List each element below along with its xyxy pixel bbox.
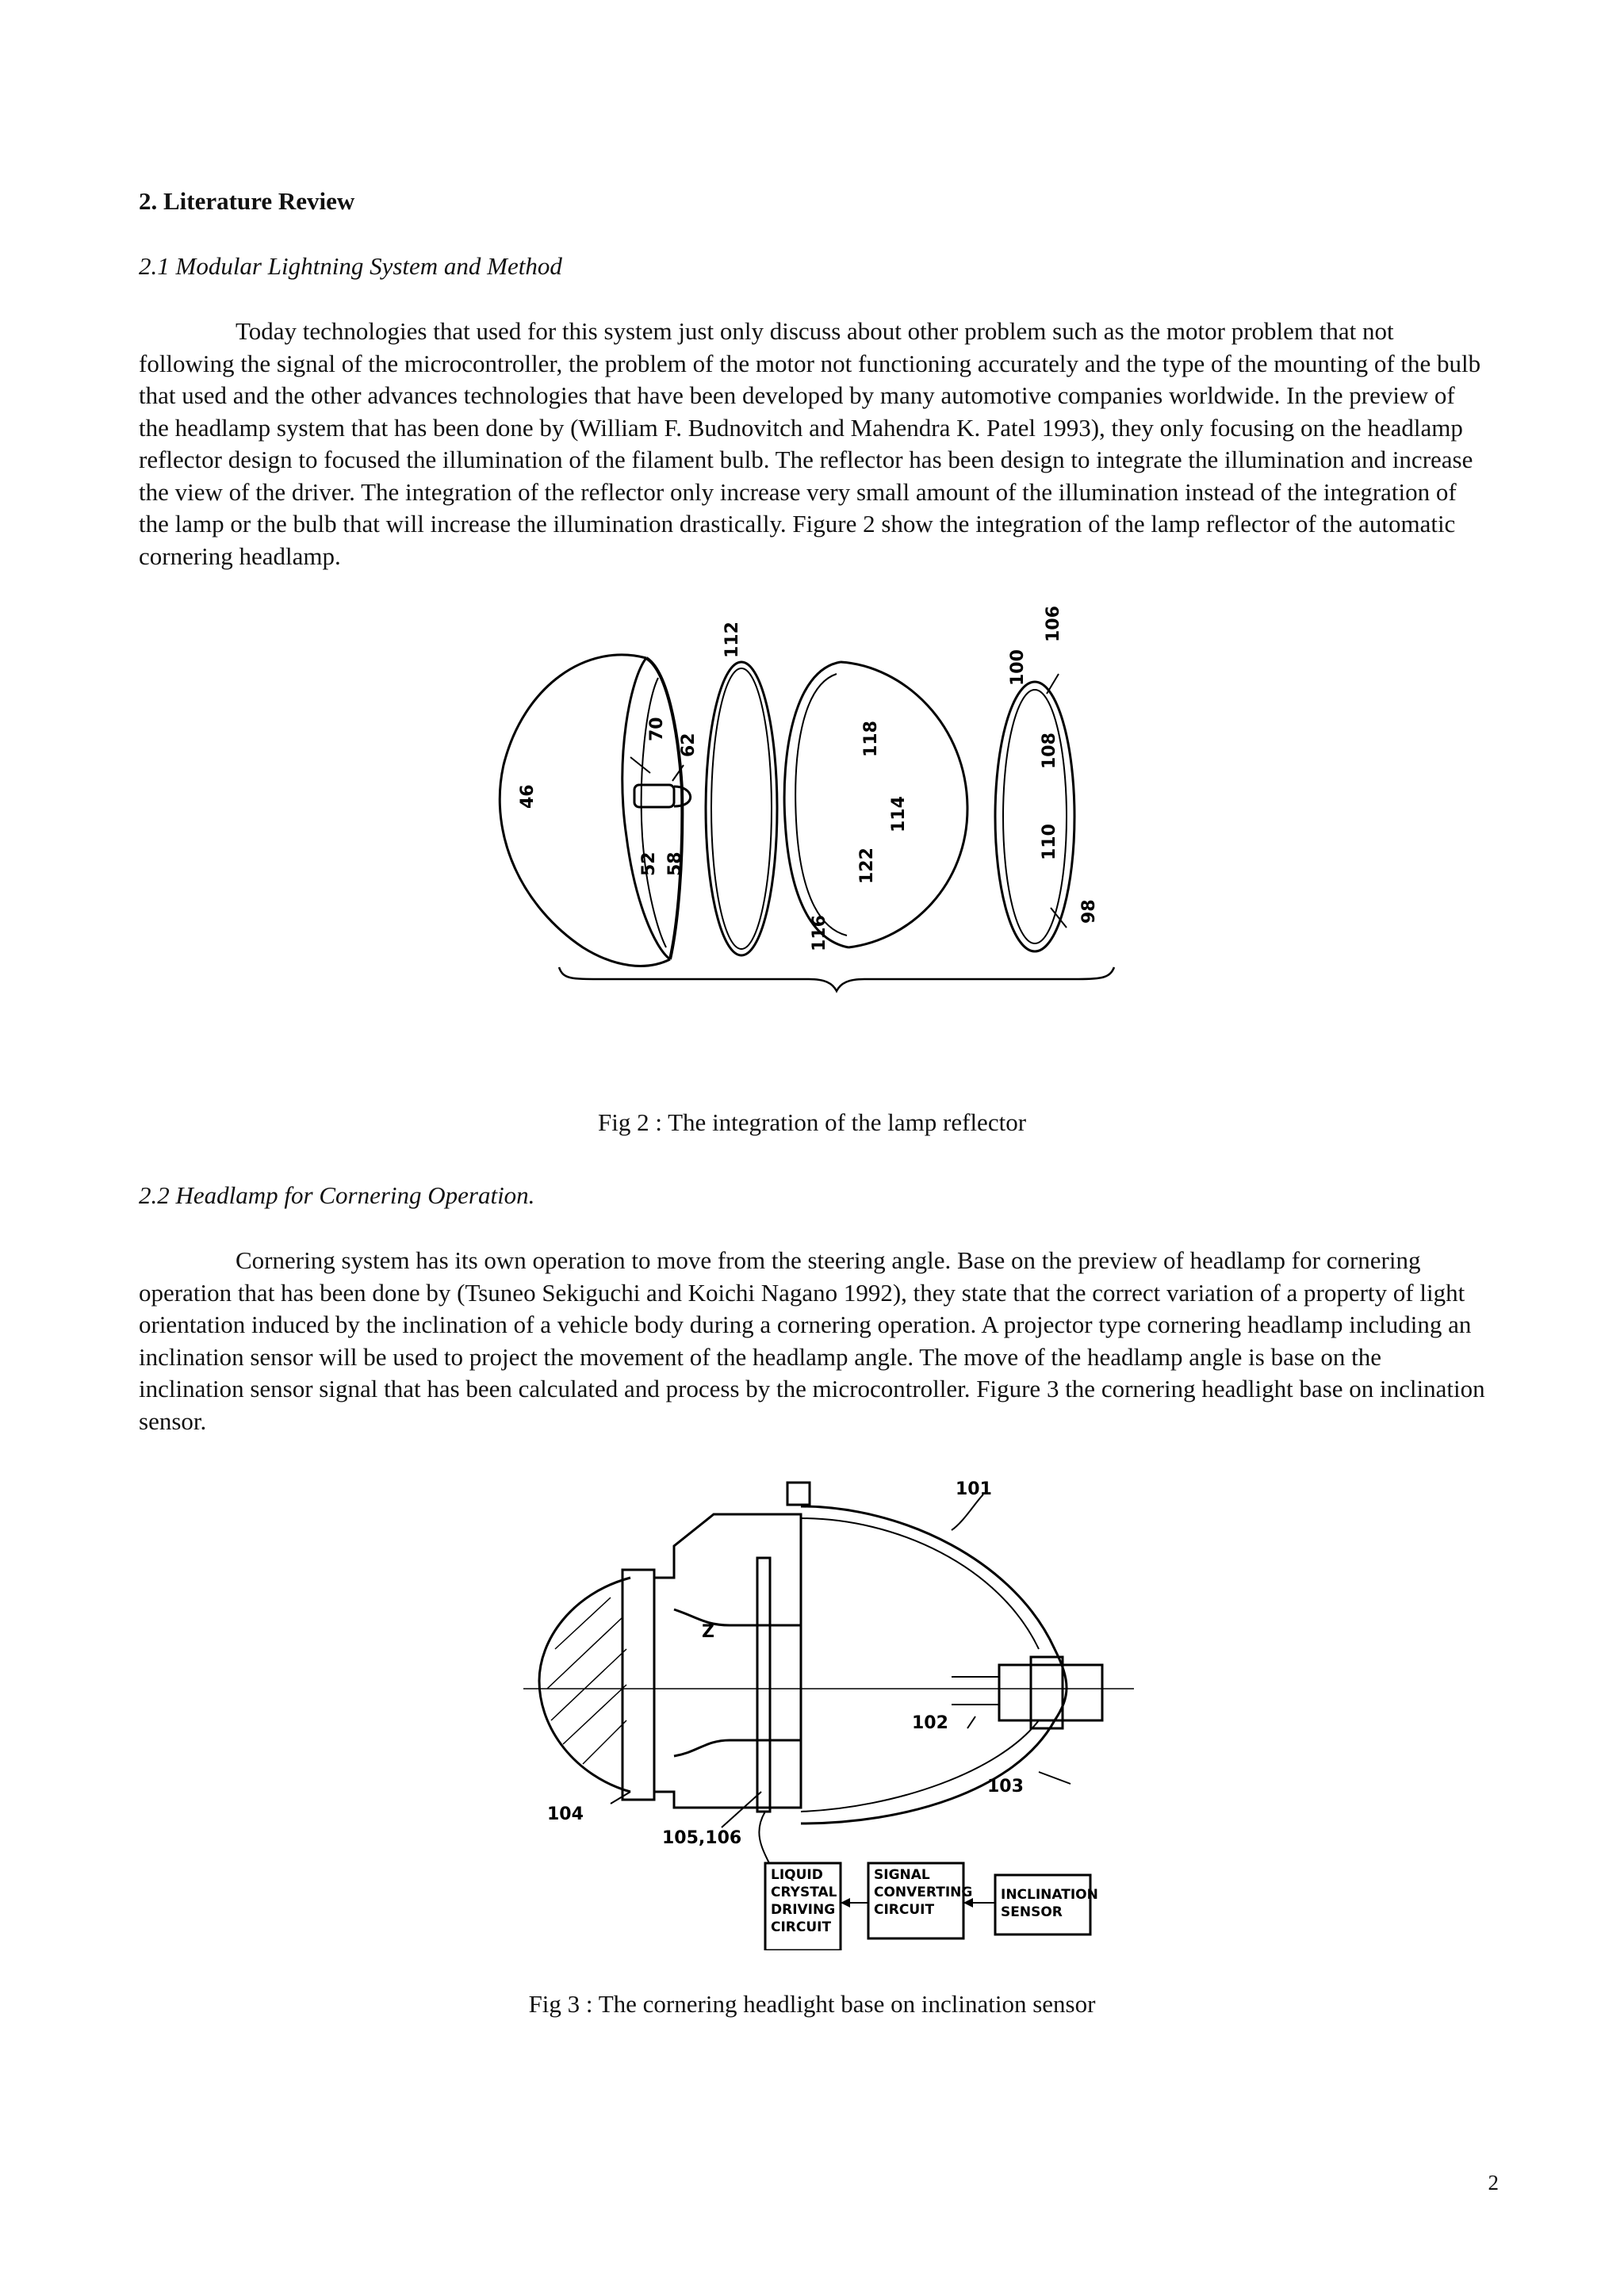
housing-front-rim — [646, 658, 682, 959]
label-98: 98 — [1079, 899, 1099, 924]
block-text-inclination: INCLINATION — [1001, 1887, 1098, 1903]
block-text-driving: DRIVING — [771, 1902, 836, 1918]
label-112: 112 — [722, 622, 742, 658]
label-102: 102 — [912, 1713, 948, 1733]
label-52: 52 — [639, 851, 659, 876]
label-62: 62 — [679, 733, 699, 757]
label-z: Z — [702, 1622, 714, 1642]
label-108: 108 — [1040, 733, 1059, 769]
paragraph-2-1: Today technologies that used for this system just only discuss about other problem such as the motor problem that not following the signal of the microcontroller, the problem of the motor not functioning accurately and the type of the mounting of the bulb that used and the other advances technologies that have been developed by many automotive companies worldwide. In the preview of the headlamp system that has been done by (William F. Budnovitch and Mahendra K. Patel 1993), they only focusing on the headlamp reflector design to focused the illumination of the filament bulb. The reflector has been design to integrate the illumination and increase the view of the driver. The integration of the reflector only increase very small amount of the illumination instead of the integration of the lamp or the bulb that will increase the illumination drastically. Figure 2 show the integration of the lamp reflector of the automatic cornering headlamp. — [139, 317, 1481, 570]
label-104: 104 — [547, 1804, 584, 1824]
label-105-106: 105,106 — [662, 1828, 742, 1848]
figure-2-lamp-reflector-diagram — [476, 599, 1158, 995]
assembly-brace — [559, 967, 1114, 991]
label-70: 70 — [647, 717, 667, 741]
housing-rim — [622, 658, 670, 959]
subsection-title-2-1: 2.1 Modular Lightning System and Method — [139, 252, 562, 280]
paragraph-2-2: Cornering system has its own operation to move from the steering angle. Base on the preview of headlamp for cornering operation that has been done by (Tsuneo Sekiguchi and Koichi Nagano 1992), they state that the correct variation of a property of light orientation induced by the inclination of a vehicle body during a cornering operation. A projector type cornering headlamp including an inclination sensor will be used to project the movement of the headlamp angle. The move of the headlamp angle is base on the inclination sensor signal that has been calculated and process by the microcontroller. Figure 3 the cornering headlight base on inclination sensor. — [139, 1246, 1485, 1435]
block-text-crystal: CRYSTAL — [771, 1885, 837, 1900]
label-46: 46 — [518, 784, 538, 809]
label-114: 114 — [889, 796, 909, 832]
projector-lens — [539, 1578, 630, 1792]
page-number: 2 — [1488, 2171, 1499, 2195]
block-text-sensor: SENSOR — [1001, 1904, 1063, 1920]
figure-3-cornering-headlight-diagram — [523, 1459, 1142, 1950]
subsection-title-2-2: 2.2 Headlamp for Cornering Operation. — [139, 1181, 535, 1209]
label-101: 101 — [956, 1479, 992, 1499]
seal-ring — [706, 662, 777, 955]
block-text-liquid: LIQUID — [771, 1867, 823, 1883]
label-116: 116 — [810, 915, 829, 951]
label-118: 118 — [861, 721, 881, 757]
figure-2-caption: Fig 2 : The integration of the lamp reflector — [597, 1108, 1027, 1136]
figure-3-caption: Fig 3 : The cornering headlight base on inclination sensor — [528, 1990, 1096, 2018]
label-58: 58 — [665, 851, 685, 876]
label-122: 122 — [857, 848, 877, 884]
block-text-signal: SIGNAL — [874, 1867, 930, 1883]
bezel-ring — [995, 682, 1074, 951]
block-text-circuit-1: CIRCUIT — [771, 1919, 832, 1935]
label-110: 110 — [1040, 824, 1059, 860]
block-text-converting: CONVERTING — [874, 1885, 973, 1900]
label-100: 100 — [1008, 649, 1028, 686]
section-heading: 2. Literature Review — [139, 187, 355, 215]
label-106: 106 — [1044, 606, 1063, 642]
housing-outline — [500, 655, 670, 966]
lens-outline — [784, 662, 848, 947]
lcd-shutter — [757, 1558, 770, 1812]
block-text-circuit-2: CIRCUIT — [874, 1902, 935, 1918]
label-103: 103 — [987, 1777, 1024, 1797]
